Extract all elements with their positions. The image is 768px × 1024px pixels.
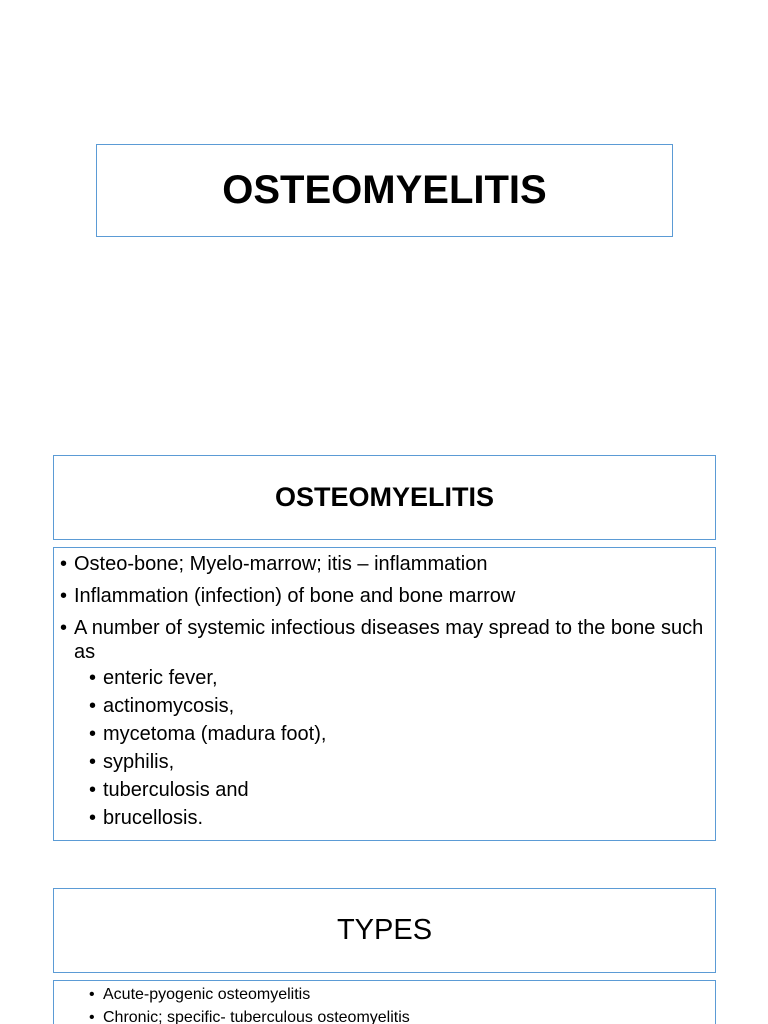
slide-2-sub-bullet-list (58, 666, 705, 830)
list-item: • Osteo-bone; Myelo-marrow; itis – inflammation (58, 552, 705, 576)
slide-2-heading: OSTEOMYELITIS (274, 482, 495, 512)
list-item: • mycetoma (madura foot), (58, 722, 705, 746)
slide-3-content-box (53, 980, 716, 1024)
slide-2-bullet-list (58, 552, 705, 664)
list-item: • Acute-pyogenic osteomyelitis (58, 985, 705, 1005)
list-item: • actinomycosis, (58, 694, 705, 718)
slide-3-bullet-list (58, 985, 705, 1024)
slide-2-heading-box (53, 455, 716, 540)
list-item: • brucellosis. (58, 806, 705, 830)
list-item: • Chronic; specific- tuberculous osteomyelitis (58, 1008, 705, 1024)
list-item: • enteric fever, (58, 666, 705, 690)
slide-1-title-box (96, 144, 673, 237)
list-item: • syphilis, (58, 750, 705, 774)
list-item: • Inflammation (infection) of bone and bone marrow (58, 584, 705, 608)
slide-3-heading-box (53, 888, 716, 973)
list-item: • tuberculosis and (58, 778, 705, 802)
list-item: • A number of systemic infectious diseases may spread to the bone such as (58, 616, 705, 664)
slide-2-content-box (53, 547, 716, 841)
slide-1-title: OSTEOMYELITIS (222, 168, 547, 212)
slide-3-heading: TYPES (336, 914, 433, 946)
